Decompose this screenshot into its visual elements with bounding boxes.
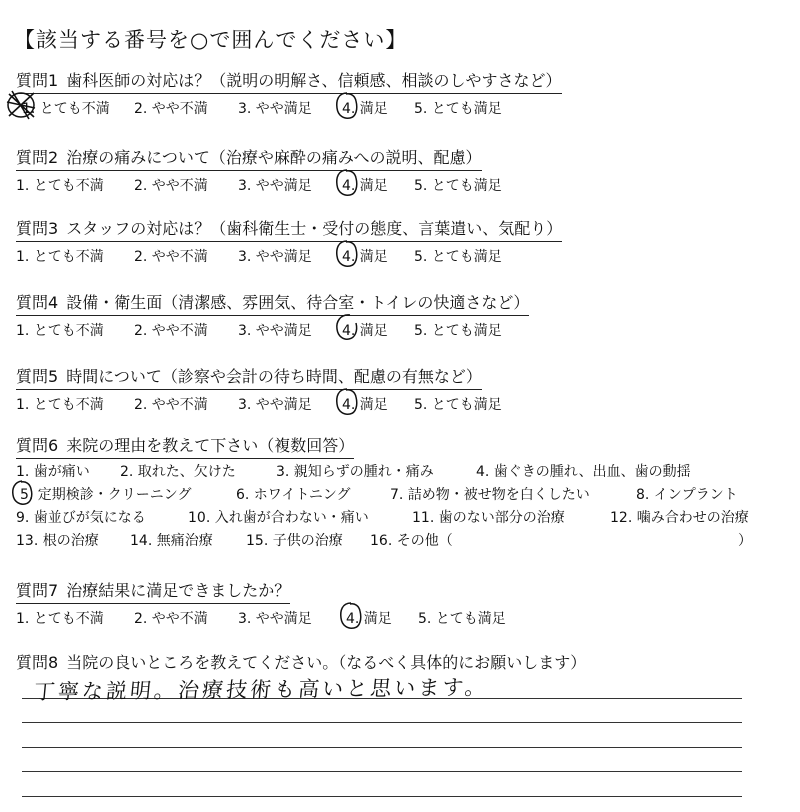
- q6-option-4[interactable]: 4. 歯ぐきの腫れ、出血、歯の動揺: [476, 464, 691, 480]
- q5-option-5[interactable]: 5. とても満足: [414, 397, 502, 413]
- question-1-text: 歯科医師の対応は？（説明の明解さ、信頼感、相談のしやすさなど）: [66, 71, 562, 90]
- question-8-heading: [16, 650, 586, 675]
- q7-option-1[interactable]: 1. とても不満: [16, 611, 104, 627]
- question-2: [16, 145, 786, 195]
- q6-row-3: [16, 505, 786, 528]
- question-6-heading: [16, 433, 354, 459]
- q7-option-2[interactable]: 2. やや不満: [134, 611, 208, 627]
- question-6-number: 質問6: [16, 436, 59, 455]
- q6-option-1[interactable]: 1. 歯が痛い: [16, 464, 90, 480]
- q4-option-3[interactable]: 3. やや満足: [238, 323, 312, 339]
- q7-option-4[interactable]: 4. 満足: [346, 611, 392, 627]
- question-3: [16, 216, 786, 266]
- q2-option-2[interactable]: 2. やや不満: [134, 178, 208, 194]
- question-3-options: [16, 244, 786, 266]
- q1-option-1[interactable]: 1. とても不満: [22, 101, 110, 117]
- q6-option-2[interactable]: 2. 取れた、欠けた: [120, 464, 236, 480]
- question-1-number: 質問1: [16, 71, 59, 90]
- q6-option-12[interactable]: 12. 噛み合わせの治療: [610, 510, 749, 526]
- question-1-heading: [16, 68, 562, 94]
- writing-line: [22, 772, 742, 797]
- q3-option-1[interactable]: 1. とても不満: [16, 249, 104, 265]
- question-5: [16, 364, 786, 414]
- q6-option-5[interactable]: 5. 定期検診・クリーニング: [20, 487, 192, 503]
- q5-option-1[interactable]: 1. とても不満: [16, 397, 104, 413]
- q6-option-10[interactable]: 10. 入れ歯が合わない・痛い: [188, 510, 369, 526]
- q1-option-5[interactable]: 5. とても満足: [414, 101, 502, 117]
- q6-option-8[interactable]: 8. インプラント: [636, 487, 738, 503]
- question-5-options: [16, 392, 786, 414]
- q6-option-6[interactable]: 6. ホワイトニング: [236, 487, 351, 503]
- question-2-heading: [16, 145, 482, 171]
- question-6-text: 来院の理由を教えて下さい（複数回答）: [66, 436, 355, 455]
- q6-row-1: [16, 459, 786, 482]
- question-2-number: 質問2: [16, 148, 59, 167]
- question-4-heading: [16, 290, 529, 316]
- q5-option-2[interactable]: 2. やや不満: [134, 397, 208, 413]
- q3-option-4[interactable]: 4. 満足: [342, 249, 388, 265]
- q6-row-4: [16, 528, 786, 551]
- q4-option-4[interactable]: 4. 満足: [342, 323, 388, 339]
- q1-option-3[interactable]: 3. やや満足: [238, 101, 312, 117]
- q6-option-9[interactable]: 9. 歯並びが気になる: [16, 510, 146, 526]
- q6-option-16[interactable]: 16. その他（: [370, 533, 453, 549]
- question-7: [16, 578, 786, 628]
- question-5-heading: [16, 364, 482, 390]
- q7-option-5[interactable]: 5. とても満足: [418, 611, 506, 627]
- q3-option-2[interactable]: 2. やや不満: [134, 249, 208, 265]
- q6-option-14[interactable]: 14. 無痛治療: [130, 533, 213, 549]
- question-2-options: [16, 173, 786, 195]
- q6-option-3[interactable]: 3. 親知らずの腫れ・痛み: [276, 464, 434, 480]
- writing-line: [22, 748, 742, 773]
- question-4-options: [16, 318, 786, 340]
- q6-row-2: [16, 482, 786, 505]
- q5-option-3[interactable]: 3. やや満足: [238, 397, 312, 413]
- question-3-number: 質問3: [16, 219, 59, 238]
- question-1: [16, 68, 786, 118]
- q3-option-5[interactable]: 5. とても満足: [414, 249, 502, 265]
- q2-option-5[interactable]: 5. とても満足: [414, 178, 502, 194]
- question-2-text: 治療の痛みについて（治療や麻酔の痛みへの説明、配慮）: [66, 148, 482, 167]
- q2-option-3[interactable]: 3. やや満足: [238, 178, 312, 194]
- q1-option-4[interactable]: 4. 満足: [342, 101, 388, 117]
- form-title: 【該当する番号を○で囲んでください】: [14, 28, 408, 52]
- question-3-text: スタッフの対応は？（歯科衛生士・受付の態度、言葉遣い、気配り）: [66, 219, 563, 238]
- question-8-text: 当院の良いところを教えてください。（なるべく具体的にお願いします）: [66, 653, 587, 672]
- q5-option-4[interactable]: 4. 満足: [342, 397, 388, 413]
- question-5-text: 時間について（診察や会計の待ち時間、配慮の有無など）: [66, 367, 482, 386]
- q4-option-2[interactable]: 2. やや不満: [134, 323, 208, 339]
- q6-option-13[interactable]: 13. 根の治療: [16, 533, 99, 549]
- question-4-number: 質問4: [16, 293, 59, 312]
- q6-option-15[interactable]: 15. 子供の治療: [246, 533, 343, 549]
- question-6-options: [16, 459, 786, 551]
- question-1-options: [16, 96, 786, 118]
- writing-line: [22, 723, 742, 748]
- q1-option-2[interactable]: 2. やや不満: [134, 101, 208, 117]
- question-4-text: 設備・衛生面（清潔感、雰囲気、待合室・トイレの快適さなど）: [66, 293, 530, 312]
- q4-option-5[interactable]: 5. とても満足: [414, 323, 502, 339]
- question-7-heading: [16, 578, 290, 604]
- question-4: [16, 290, 786, 340]
- question-8-number: 質問8: [16, 653, 59, 672]
- q6-other-close-paren: ）: [738, 533, 752, 549]
- question-7-text: 治療結果に満足できましたか？: [66, 581, 291, 600]
- q2-option-1[interactable]: 1. とても不満: [16, 178, 104, 194]
- q6-option-7[interactable]: 7. 詰め物・被せ物を白くしたい: [390, 487, 590, 503]
- question-3-heading: [16, 216, 562, 242]
- q4-option-1[interactable]: 1. とても不満: [16, 323, 104, 339]
- question-7-number: 質問7: [16, 581, 59, 600]
- question-5-number: 質問5: [16, 367, 59, 386]
- handwritten-answer: 丁寧な説明。治療技術も高いと思います。: [32, 675, 490, 704]
- q3-option-3[interactable]: 3. やや満足: [238, 249, 312, 265]
- question-6: [16, 433, 786, 551]
- q6-option-11[interactable]: 11. 歯のない部分の治療: [412, 510, 565, 526]
- q2-option-4[interactable]: 4. 満足: [342, 178, 388, 194]
- question-7-options: [16, 606, 786, 628]
- q7-option-3[interactable]: 3. やや満足: [238, 611, 312, 627]
